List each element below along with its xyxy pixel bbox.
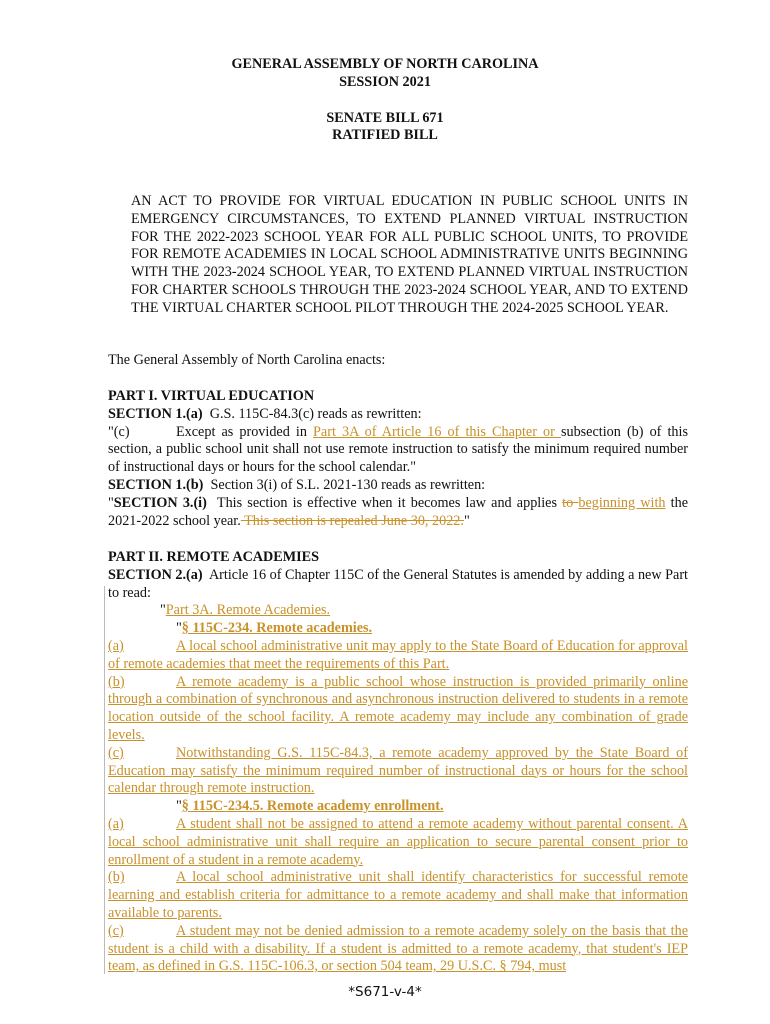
assembly-name: GENERAL ASSEMBLY OF NORTH CAROLINA bbox=[231, 56, 539, 72]
subsection-text: A remote academy is a public school whose instruction is provided primarily online through a combination of synchronous and asynchronous instruction delivered to students in a remote location outside of the school facility. A remote academy may include any combination of grade levels. bbox=[108, 673, 688, 743]
section-115c-2345-heading bbox=[108, 798, 688, 816]
quote-mark: " bbox=[176, 620, 182, 637]
section-115c-234-subsections bbox=[108, 638, 688, 798]
section-1a bbox=[108, 406, 688, 424]
part-1-heading: PART I. VIRTUAL EDUCATION bbox=[108, 388, 315, 404]
bill-header bbox=[0, 56, 770, 145]
section-3i-text-2: the 2021-2022 school year. bbox=[108, 494, 688, 529]
session-label: SESSION 2021 bbox=[339, 73, 431, 90]
section-115c-234-heading bbox=[108, 620, 688, 638]
subsection-item bbox=[108, 923, 688, 976]
subsection-label: (c) bbox=[108, 922, 124, 939]
section-1a-label: SECTION 1.(a) bbox=[108, 405, 203, 422]
subsection-label: (a) bbox=[108, 637, 124, 654]
subsection-c-text-1: Except as provided in bbox=[176, 423, 314, 440]
part-1 bbox=[108, 388, 688, 530]
inserted-text: beginning with bbox=[578, 494, 666, 511]
part-2-heading: PART II. REMOTE ACADEMIES bbox=[108, 549, 320, 565]
subsection-text: Notwithstanding G.S. 115C-84.3, a remote academy approved by the State Board of Education may satisfy the minimum required number of instructional days or hours for the school calendar through remote instruction. bbox=[108, 744, 688, 797]
page-footer: *S671-v-4* bbox=[348, 984, 422, 1000]
subsection-text: A local school administrative unit may apply to the State Board of Education for approval of remote academies that meet the requirements of this Part. bbox=[108, 637, 688, 672]
quote-mark: " bbox=[160, 602, 166, 619]
section-115c-234-title: § 115C-234. Remote academies. bbox=[181, 620, 373, 637]
section-1b-text: Section 3(i) of S.L. 2021-130 reads as rewritten: bbox=[210, 476, 486, 493]
revision-bar bbox=[104, 586, 105, 974]
subsection-item bbox=[108, 674, 688, 745]
section-3i bbox=[108, 495, 688, 531]
subsection-text: A student shall not be assigned to attend a remote academy without parental consent. A local school administrative unit shall require an application to secure parental consent prior to enrollment of a student in a remote academy. bbox=[108, 815, 688, 868]
enacting-clause: The General Assembly of North Carolina enacts: bbox=[108, 352, 386, 368]
subsection-c-label: "(c) bbox=[108, 423, 130, 440]
new-part-title bbox=[108, 602, 688, 620]
inserted-text: Part 3A of Article 16 of this Chapter or bbox=[313, 423, 561, 440]
subsection-text: A local school administrative unit shall identify characteristics for successful remote learning and establish criteria for admittance to a remote academy and shall make that information available to parents. bbox=[108, 869, 688, 921]
section-2a bbox=[108, 567, 688, 603]
section-3i-label: SECTION 3.(i) bbox=[113, 494, 207, 511]
section-1b bbox=[108, 477, 688, 495]
quote-mark: " bbox=[176, 798, 182, 815]
subsection-item bbox=[108, 638, 688, 674]
bill-status: RATIFIED BILL bbox=[332, 127, 438, 144]
section-115c-2345-title: § 115C-234.5. Remote academy enrollment. bbox=[181, 798, 444, 815]
subsection-label: (b) bbox=[108, 869, 125, 886]
section-2a-text: Article 16 of Chapter 115C of the General Statutes is amended by adding a new Part to read: bbox=[108, 566, 688, 601]
deleted-text: to bbox=[562, 494, 579, 511]
section-3i-text-1: This section is effective when it becomes law and applies bbox=[216, 494, 563, 511]
quote-mark: " bbox=[463, 512, 470, 529]
subsection-label: (a) bbox=[108, 815, 124, 832]
act-title: AN ACT TO PROVIDE FOR VIRTUAL EDUCATION IN PUBLIC SCHOOL UNITS IN EMERGENCY CIRCUMSTANCES, TO EXTEND PLANNED VIRTUAL INSTRUCTION FOR THE 2022-2023 SCHOOL YEAR FOR ALL PUBLIC SCHOOL UNITS, TO PROVIDE FOR REMOTE ACADEMIES IN LOCAL SCHOOL ADMINISTRATIVE UNITS BEGINNING WITH THE 2023-2024 SCHOOL YEAR, TO EXTEND PLANNED VIRTUAL INSTRUCTION FOR CHARTER SCHOOLS THROUGH THE 2023-2024 SCHOOL YEAR, AND TO EXTEND THE VIRTUAL CHARTER SCHOOL PILOT THROUGH THE 2024-2025 SCHOOL YEAR. bbox=[131, 193, 688, 316]
section-2a-label: SECTION 2.(a) bbox=[108, 566, 203, 583]
subsection-item bbox=[108, 869, 688, 922]
section-115c-2345-subsections bbox=[108, 816, 688, 976]
subsection-c-text-2: subsection (b) of this section, a public school unit shall not use remote instruction to satisfy the minimum required number of instructional days or hours for the school calendar." bbox=[108, 423, 688, 476]
section-1b-label: SECTION 1.(b) bbox=[108, 476, 204, 493]
part-3a-title: Part 3A. Remote Academies. bbox=[165, 602, 331, 619]
quote-mark: " bbox=[108, 494, 114, 511]
subsection-text: A student may not be denied admission to a remote academy solely on the basis that the student is a child with a disability. If a student is admitted to a remote academy, that student's IEP team, as defined in G.S. 115C-106.3, or section 504 team, 29 U.S.C. § 794, must bbox=[108, 922, 688, 975]
section-1a-text: G.S. 115C-84.3(c) reads as rewritten: bbox=[209, 405, 422, 422]
subsection-label: (b) bbox=[108, 673, 125, 690]
bill-number: SENATE BILL 671 bbox=[326, 109, 444, 126]
subsection-label: (c) bbox=[108, 744, 124, 761]
subsection-item bbox=[108, 745, 688, 798]
subsection-c bbox=[108, 424, 688, 477]
deleted-text: This section is repealed June 30, 2022. bbox=[240, 512, 464, 529]
subsection-item bbox=[108, 816, 688, 869]
part-2 bbox=[108, 549, 688, 976]
